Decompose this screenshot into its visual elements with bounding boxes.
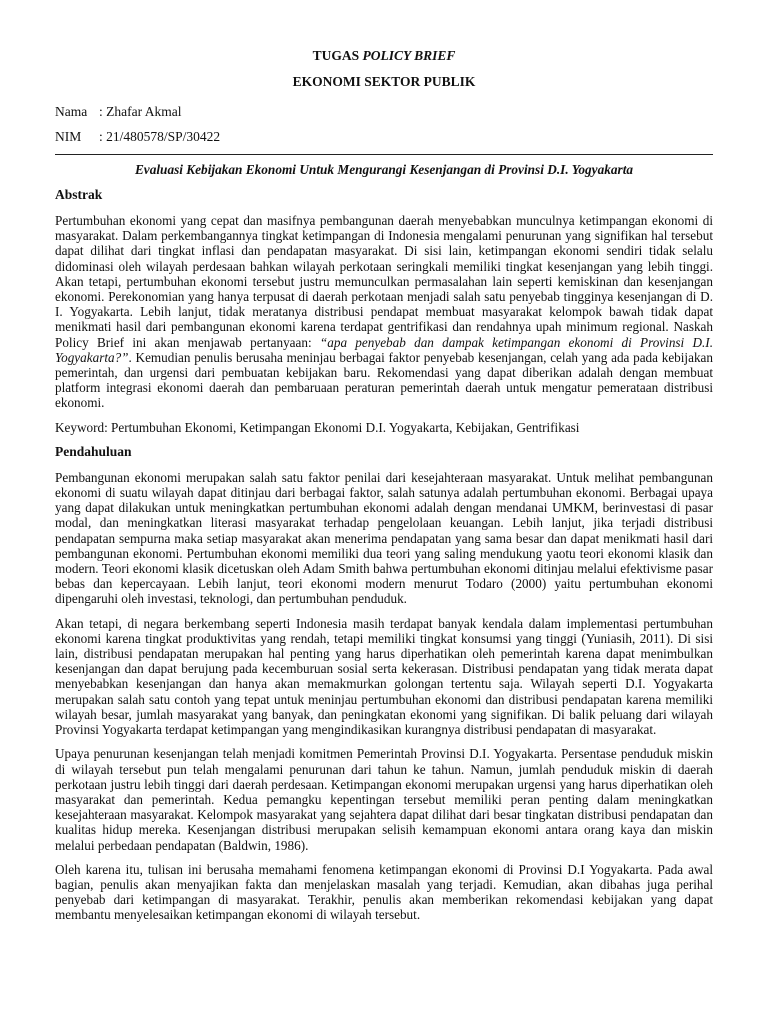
abstract-question: “apa penyebab dan dampak ketimpangan ekonomi di Provinsi D.I. Yogyakarta?” xyxy=(55,334,713,365)
intro-paragraph-1: Pembangunan ekonomi merupakan salah satu faktor penilai dari kesejahteraan masyarakat. Untuk melihat pembangunan ekonomi di suatu wilayah dapat ditinjau dari berbagai faktor, salah satunya adalah pertumbuhan ekonomi. Berbagai upaya yang dapat dilakukan untuk meningkatkan pertumbuhan ekonomi adalah dengan mendanai UMKM, berinvestasi di pasar modal, dan meningkatkan literasi masyarakat terhadap pengelolaan keuangan. Lebih lanjut, jika terjadi distribusi pendapatan sempurna maka setiap masyarakat akan menerima pendapatan yang sama besar dan dapat menikmati hasil dari pembangunan ekonomi. Pertumbuhan ekonomi memiliki dua teori yang saling mendukung yaotu teori ekonomi klasik dan modern. Teori ekonomi klasik dicetuskan oleh Adam Smith bahwa pertumbuhan ekonomi ditinjau melalui efektivisme pasar bebas dan kepercayaan. Lebih lanjut, teori ekonomi modern menurut Todaro (2000) yaitu pertumbuhan ekonomi dipengaruhi oleh investasi, teknologi, dan pertumbuhan penduduk. xyxy=(55,469,713,607)
header-divider xyxy=(55,154,713,155)
document-subtitle: EKONOMI SEKTOR PUBLIK xyxy=(292,74,476,89)
abstract-text-2: . Kemudian penulis berusaha meninjau berbagai faktor penyebab kesenjangan, celah yang ada pada kebijakan pemerintah, dan urgensi dari pembuatan kebijakan baru. Rekomendasi yang dapat diberikan adalah dengan membuat platform integrasi ekonomi daerah dan pembaruaan peraturan pemerintah daerah untuk mengatur pemerataan distribusi ekonomi. xyxy=(55,349,713,411)
intro-paragraph-4: Oleh karena itu, tulisan ini berusaha memahami fenomena ketimpangan ekonomi di Provinsi D.I Yogyakarta. Pada awal bagian, penulis akan menyajikan fakta dan menjelaskan masalah yang terjadi. Kemudian, akan dibahas juga perihal penyebab dari ketimpangan di masyarakat. Terakhir, penulis akan memberikan rekomendasi kebijakan yang dapat membantu menyelesaikan ketimpangan ekonomi di wilayah tersebut. xyxy=(55,861,713,923)
title-italic: POLICY BRIEF xyxy=(362,48,456,63)
document-title xyxy=(55,48,713,64)
nim-label: NIM xyxy=(55,129,82,144)
abstract-paragraph xyxy=(55,213,713,411)
name-label: Nama xyxy=(55,104,88,119)
introduction-heading: Pendahuluan xyxy=(55,443,132,459)
intro-paragraph-3: Upaya penurunan kesenjangan telah menjadi komitmen Pemerintah Provinsi D.I. Yogyakarta. Persentase penduduk miskin di wilayah tersebut pun telah mengalami penurunan dari tahun ke tahun. Namun, jumlah penduduk miskin di daerah perkotaan justru lebih tinggi dari daerah perdesaan. Ketimpangan ekonomi merupakan urgensi yang harus diperhatikan oleh masyarakat dan pemerintah. Kedua pemangku kepentingan tersebut memiliki peran penting dalam meningkatkan kesejahteraan masyarakat. Kelompok masyarakat yang sejahtera dapat dilihat dari besar tingkatan distribusi pendapatan dan kualitas hidup mereka. Kesenjangan distribusi merupakan selisih kemampuan ekonomi antara orang kaya dan miskin melalui perbedaan pendapatan (Baldwin, 1986). xyxy=(55,746,713,853)
nim-row xyxy=(55,129,713,145)
name-value: : Zhafar Akmal xyxy=(99,104,182,119)
abstract-text-1: Pertumbuhan ekonomi yang cepat dan masifnya pembangunan daerah menyebabkan munculnya ketimpangan ekonomi di masyarakat. Dalam perkembangannya tingkat ketimpangan di Indonesia mengalami penurunan yang signifikan hal tersebut dapat dilihat dari tingkat inflasi dan pendapatan masyarakat. Di sisi lain, ketimpangan ekonomi sendiri tidak selalu didominasi oleh wilayah perdesaan bahkan wilayah perkotaan seringkali memiliki tingkat kesenjangan yang lebih tinggi. Akan tetapi, pertumbuhan ekonomi tersebut justru memunculkan permasalahan lain seperti kemiskinan dan kesenjangan ekonomi. Perekonomian yang hanya terpusat di daerah perkotaan menjadi salah satu penyebab tingginya kesenjangan di D. I. Yogyakarta. Lebih lanjut, tidak meratanya distribusi pendapat membuat masyarakat kelompok bawah tidak dapat menikmati hasil dari pembangunan ekonomi karena terdapat gentrifikasi dan rendahnya upah minimum regional. Naskah Policy Brief ini akan menjawab pertanyaan: xyxy=(55,213,713,350)
name-row xyxy=(55,104,713,120)
paper-title: Evaluasi Kebijakan Ekonomi Untuk Mengurangi Kesenjangan di Provinsi D.I. Yogyakarta xyxy=(134,162,634,177)
nim-value: : 21/480578/SP/30422 xyxy=(99,129,221,144)
intro-paragraph-2: Akan tetapi, di negara berkembang seperti Indonesia masih terdapat banyak kendala dalam implementasi pertumbuhan ekonomi karena tingkat produktivitas yang rendah, tetapi memiliki tingkat konsumsi yang tinggi (Yuniasih, 2011). Di sisi lain, distribusi pendapatan merupakan hal penting yang harus diperhatikan oleh pemerintah karena dapat menimbulkan kesenjangan dan dapat berujung pada kecemburuan sosial serta kekerasan. Distribusi pendapatan yang tidak merata dapat menyebabkan kesenjangan dan hanya akan memakmurkan golongan tertentu saja. Wilayah seperti D.I. Yogyakarta merupakan salah satu contoh yang tepat untuk meninjau pertumbuhan ekonomi dan distribusi pendapatan karena memiliki wilayah besar, jumlah masyarakat yang banyak, dan peningkatan ekonomi yang signifikan. Di balik peluang dari wilayah Provinsi Yogyakarta terdapat ketimpangan yang mengindikasikan kurangnya distribusi pendapatan di masyarakat. xyxy=(55,615,713,738)
abstract-heading: Abstrak xyxy=(55,187,103,202)
title-prefix: TUGAS xyxy=(312,48,363,63)
keywords-line: Keyword: Pertumbuhan Ekonomi, Ketimpangan Ekonomi D.I. Yogyakarta, Kebijakan, Gentrifikasi xyxy=(55,419,580,435)
